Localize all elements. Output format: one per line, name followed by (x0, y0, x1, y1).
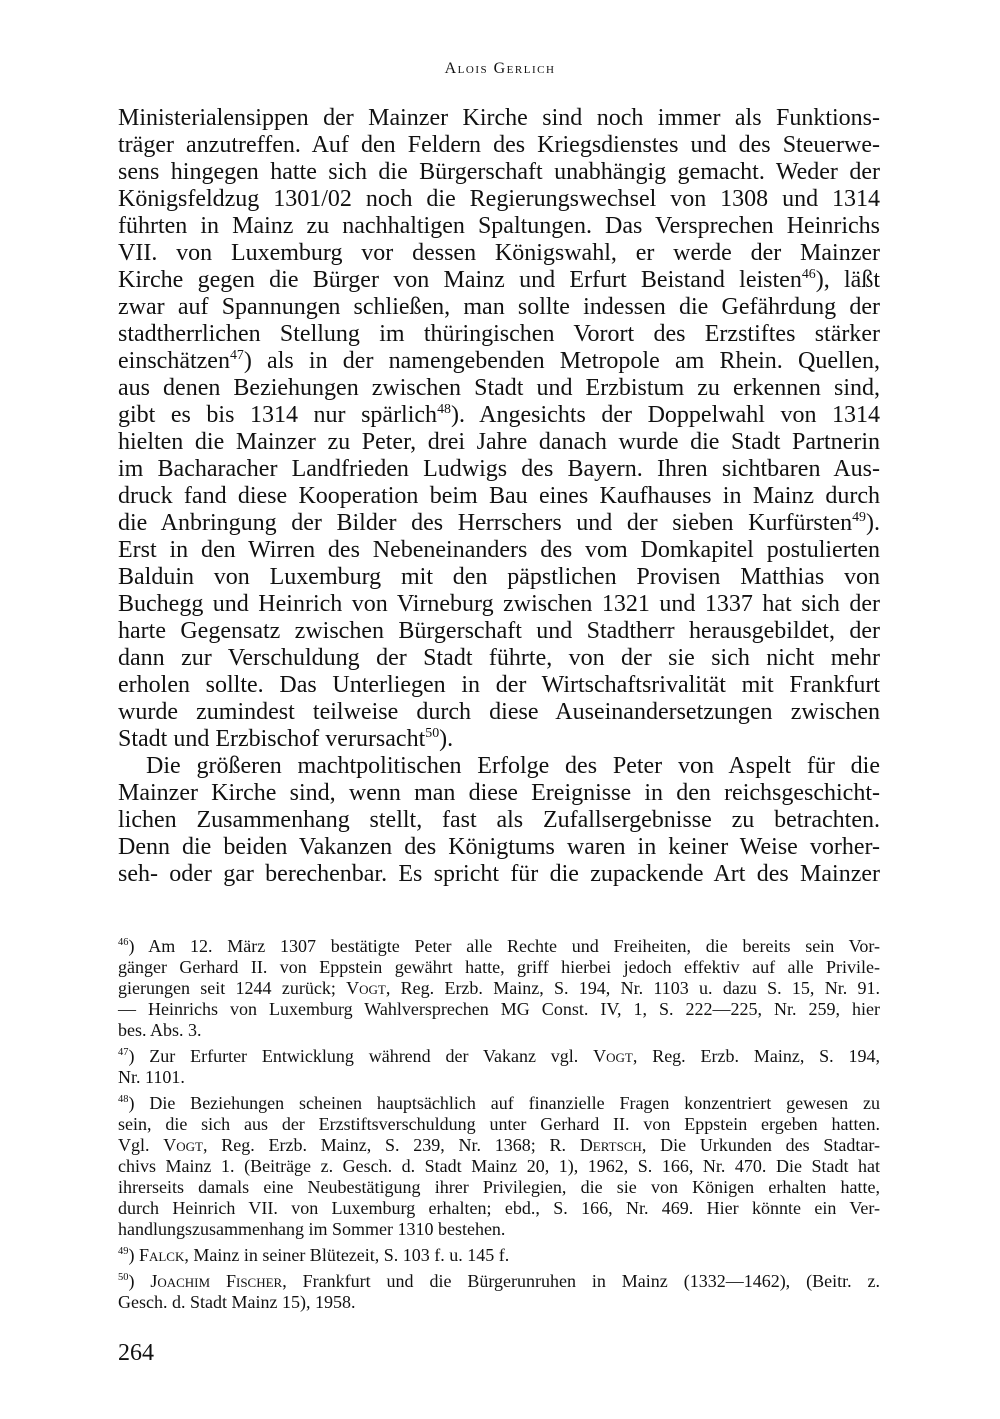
footnote-text: , Reg. Erzb. Mainz, S. 194, (632, 1046, 880, 1066)
footnote-text: , Die Urkunden des Stadtar- (641, 1135, 881, 1155)
text-line (118, 402, 880, 429)
text-line: lichen Zusammenhang stellt, fast als Zufallsergebnisse zu betrachten. (118, 807, 880, 833)
author-name: Joachim Fischer (150, 1271, 283, 1291)
footnote-ref-48: 48 (437, 402, 451, 417)
text-line (118, 510, 880, 537)
text-line: Ministerialensippen der Mainzer Kirche sind noch immer als Funktions- (118, 105, 880, 131)
footnote-line (118, 978, 880, 999)
footnote-mark: 47 (118, 1047, 129, 1058)
text-fragment: ), läßt (815, 267, 881, 293)
text-line (118, 348, 880, 375)
footnote-mark: 50 (118, 1272, 129, 1283)
footnote-text: , Reg. Erzb. Mainz, S. 194, Nr. 1103 u. dazu S. 15, Nr. 91. (385, 978, 880, 998)
footnote-mark: 49 (118, 1246, 129, 1257)
text-line (118, 267, 880, 294)
text-line: Die größeren machtpolitischen Erfolge des Peter von Aspelt für die (146, 753, 880, 779)
text-fragment: gibt es bis 1314 nur spärlich (118, 402, 438, 428)
text-line: harte Gegensatz zwischen Bürgerschaft und Stadtherr herausgebildet, der (118, 618, 880, 644)
text-fragment: ) als in der namengebenden Metropole am Rhein. Quellen, (243, 348, 880, 374)
footnote-46 (118, 936, 880, 957)
footnote-text: ) Am 12. März 1307 bestätigte Peter alle Rechte und Freiheiten, die bereits sein Vor- (128, 936, 880, 956)
footnote-text: ) Zur Erfurter Entwicklung während der Vakanz vgl. (128, 1046, 594, 1066)
running-header: Alois Gerlich (444, 60, 556, 77)
main-text (118, 105, 880, 888)
text-fragment: Stadt und Erzbischof verursacht (118, 726, 426, 752)
author-name: Vogt (346, 978, 386, 998)
footnote-line: bes. Abs. 3. (118, 1020, 202, 1040)
text-fragment: ). (866, 510, 880, 536)
footnote-text: ) (128, 1271, 151, 1291)
page-number: 264 (118, 1340, 154, 1366)
footnote-text: Vgl. (118, 1135, 164, 1155)
text-fragment: die Anbringung der Bilder des Herrschers und der sieben Kurfürsten (118, 510, 853, 536)
text-line: stadtherrlichen Stellung im thüringischen Vorort des Erzstiftes stärker (118, 321, 880, 347)
footnote-line: Nr. 1101. (118, 1067, 185, 1087)
text-line: führten in Mainz zu nachhaltigen Spaltungen. Das Versprechen Heinrichs (118, 213, 880, 239)
footnote-49 (118, 1245, 880, 1266)
footnote-mark: 46 (118, 937, 129, 948)
footnote-line: handlungszusammenhang im Sommer 1310 bestehen. (118, 1219, 506, 1239)
text-line: Buchegg und Heinrich von Virneburg zwischen 1321 und 1337 hat sich der (118, 591, 880, 617)
text-line: sens hingegen hatte sich die Bürgerschaft unabhängig gemacht. Weder der (118, 159, 880, 185)
footnote-text: , Frankfurt und die Bürgerunruhen in Mainz (1332—1462), (Beitr. z. (282, 1271, 880, 1291)
text-line: Königsfeldzug 1301/02 noch die Regierungswechsel von 1308 und 1314 (118, 186, 880, 212)
footnote-text: gierungen seit 1244 zurück; (118, 978, 347, 998)
text-line: wurde zumindest teilweise durch diese Auseinandersetzungen zwischen (118, 699, 880, 725)
footnote-line (118, 1135, 880, 1156)
footnote-line: — Heinrichs von Luxemburg Wahlversprechen MG Const. IV, 1, S. 222—225, Nr. 259, hier (118, 999, 880, 1019)
author-name: Vogt (163, 1135, 203, 1155)
footnote-text: ) (128, 1245, 139, 1265)
footnote-mark: 48 (118, 1094, 129, 1105)
text-fragment: ). Angesichts der Doppelwahl von 1314 (450, 402, 880, 428)
text-line: Denn die beiden Vakanzen des Königtums waren in keiner Weise vorher- (118, 834, 880, 860)
text-line: zwar auf Spannungen schließen, man sollte indessen die Gefährdung der (118, 294, 880, 320)
text-line (118, 726, 880, 753)
author-name: Vogt (593, 1046, 633, 1066)
footnote-47 (118, 1046, 880, 1067)
footnote-ref-49: 49 (852, 510, 866, 525)
text-line: dann zur Verschuldung der Stadt führte, von der sie sich nicht mehr (118, 645, 880, 671)
text-line: druck fand diese Kooperation beim Bau eines Kaufhauses in Mainz durch (118, 483, 880, 509)
footnote-text: , Mainz in seiner Blütezeit, S. 103 f. u. 145 f. (184, 1245, 510, 1265)
footnote-line: sein, die sich aus der Erzstiftsverschuldung unter Gerhard II. von Eppstein ergeben hatten. (118, 1114, 880, 1134)
text-line: erholen sollte. Das Unterliegen in der Wirtschaftsrivalität mit Frankfurt (118, 672, 880, 698)
text-line: Mainzer Kirche sind, wenn man diese Ereignisse in den reichsgeschicht- (118, 780, 880, 806)
footnotes (118, 936, 880, 1313)
footnote-line: durch Heinrich VII. von Luxemburg erhalten; ebd., S. 166, Nr. 469. Hier könnte ein Ver- (118, 1198, 880, 1218)
text-line: im Bacharacher Landfrieden Ludwigs des Bayern. Ihren sichtbaren Aus- (118, 456, 880, 482)
text-line: Balduin von Luxemburg mit den päpstlichen Provisen Matthias von (118, 564, 880, 590)
footnote-text: ) Die Beziehungen scheinen hauptsächlich auf finanzielle Fragen konzentriert gewesen zu (128, 1093, 880, 1113)
text-fragment: Kirche gegen die Bürger von Mainz und Erfurt Beistand leisten (118, 267, 802, 293)
text-fragment: ). (439, 726, 454, 752)
footnote-ref-50: 50 (425, 726, 440, 741)
text-line: seh- oder gar berechenbar. Es spricht für die zupackende Art des Mainzer (118, 861, 880, 887)
footnote-ref-47: 47 (229, 348, 244, 363)
footnote-ref-46: 46 (801, 267, 816, 282)
text-line: VII. von Luxemburg vor dessen Königswahl, er werde der Mainzer (118, 240, 880, 266)
footnote-line: gänger Gerhard II. von Eppstein gewährt hatte, griff hierbei jedoch effektiv auf alle Privile- (118, 957, 880, 977)
footnote-48 (118, 1093, 880, 1114)
text-line: aus denen Beziehungen zwischen Stadt und Erzbistum zu erkennen sind, (118, 375, 880, 401)
text-line: Erst in den Wirren des Nebeneinanders des vom Domkapitel postulierten (118, 537, 880, 563)
text-line: hielten die Mainzer zu Peter, drei Jahre danach wurde die Stadt Partnerin (118, 429, 880, 455)
footnote-50 (118, 1271, 880, 1292)
footnote-text: , Reg. Erzb. Mainz, S. 239, Nr. 1368; R. (202, 1135, 580, 1155)
author-name: Dertsch (579, 1135, 642, 1155)
author-name: Falck (138, 1245, 185, 1265)
text-fragment: einschätzen (118, 348, 230, 374)
footnote-line: ihrerseits damals eine Neubestätigung ihrer Privilegien, die sie von Königen erhalten hatte, (118, 1177, 880, 1197)
footnote-line: Gesch. d. Stadt Mainz 15), 1958. (118, 1292, 356, 1312)
text-line: träger anzutreffen. Auf den Feldern des Kriegsdienstes und des Steuerwe- (118, 132, 880, 158)
footnote-line: chivs Mainz 1. (Beiträge z. Gesch. d. Stadt Mainz 20, 1), 1962, S. 166, Nr. 470. Die Stadt hat (118, 1156, 880, 1176)
